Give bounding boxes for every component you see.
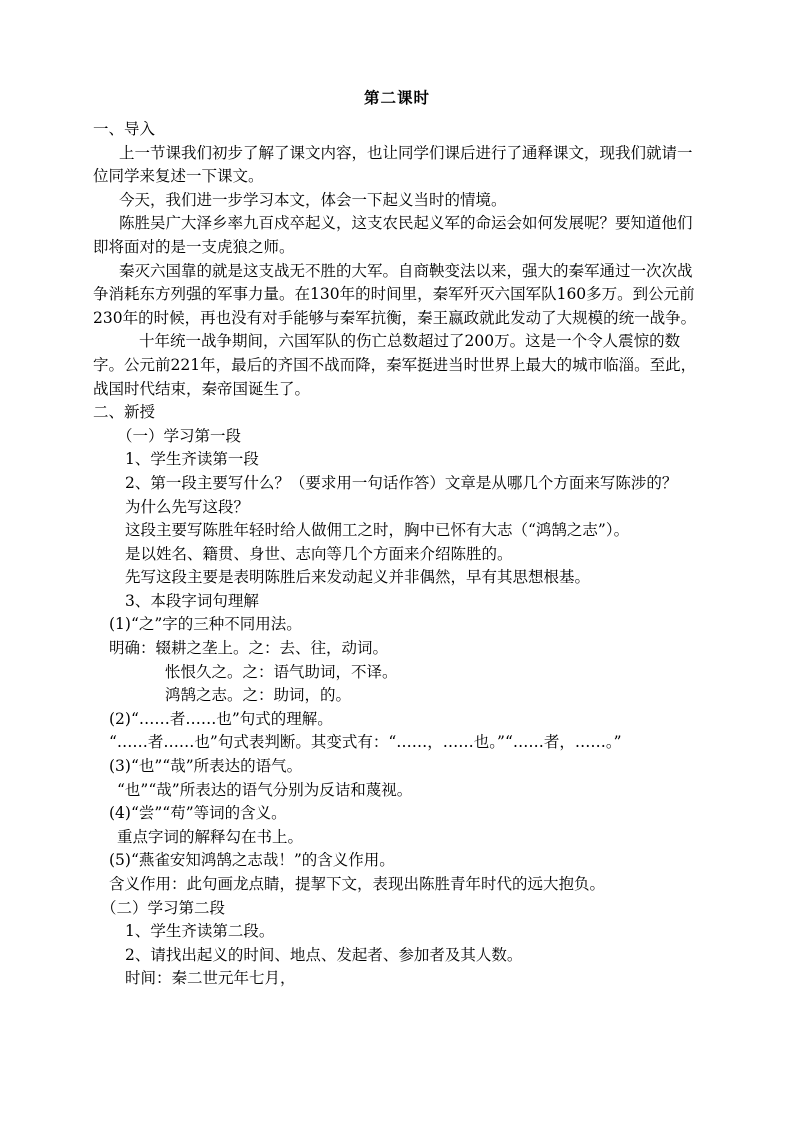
answer-line: “也”“哉”所表达的语气分别为反诘和蔑视。 <box>117 780 413 799</box>
list-item: (3)“也”“哉”所表达的语气。 <box>109 757 303 776</box>
subsection-heading: （二）学习第二段 <box>101 898 226 917</box>
answer-line: 含义作用：此句画龙点睛，提挈下文，表现出陈胜青年时代的远大抱负。 <box>109 875 606 893</box>
page-title: 第二课时 <box>363 88 430 107</box>
list-item: (4)“尝”“苟”等词的含义。 <box>109 804 287 823</box>
answer-line: 这段主要写陈胜年轻时给人做佣工之时，胸中已怀有大志（“鸿鹄之志”）。 <box>125 521 630 540</box>
answer-line: 时间：秦二世元年七月， <box>125 969 296 988</box>
answer-line: 是以姓名、籍贯、身世、志向等几个方面来介绍陈胜的。 <box>125 544 513 563</box>
list-item: 为什么先写这段？ <box>125 497 250 516</box>
answer-line: “……者……也”句式表判断。其变式有：“……，……也。”“……者，……。” <box>109 733 622 752</box>
document-body <box>93 118 705 991</box>
paragraph: 陈胜吴广大泽乡率九百戍卒起义，这支农民起义军的命运会如何发展呢？要知道他们即将面对的是一支虎狼之师。 <box>93 214 693 256</box>
paragraph: 秦灭六国靠的就是这支战无不胜的大军。自商鞅变法以来，强大的秦军通过一次次战争消耗东方列强的军事力量。在130年的时间里，秦军歼灭六国军队160多万。到公元前230年的时候，再也没有对手能够与秦军抗衡，秦王嬴政就此发动了大规模的统一战争。 <box>93 261 697 327</box>
paragraph: 上一节课我们初步了解了课文内容，也让同学们课后进行了通释课文，现我们就请一位同学来复述一下课文。 <box>93 143 693 186</box>
list-item: (5)“燕雀安知鸿鹄之志哉！”的含义作用。 <box>109 851 395 870</box>
paragraph: 十年统一战争期间，六国军队的伤亡总数超过了200万。这是一个令人震惊的数字。公元前221年，最后的齐国不战而降，秦军挺进当时世界上最大的城市临淄。至此，战国时代结束，秦帝国诞生了。 <box>93 332 697 398</box>
answer-line: 明确：辍耕之垄上。之：去、往，动词。 <box>109 639 389 658</box>
answer-line: 重点字词的解释勾在书上。 <box>117 827 304 846</box>
list-item: 1、学生齐读第一段 <box>125 450 259 469</box>
subsection-heading: （一）学习第一段 <box>117 426 242 445</box>
list-item: 2、请找出起义的时间、地点、发起者、参加者及其人数。 <box>125 945 523 964</box>
list-item: 1、学生齐读第二段。 <box>125 922 275 941</box>
answer-line: 怅恨久之。之：语气助词，不译。 <box>165 662 398 681</box>
answer-line: 先写这段主要是表明陈胜后来发动起义并非偶然，早有其思想根基。 <box>125 568 591 587</box>
section-heading-intro: 一、导入 <box>93 120 156 138</box>
list-item: (2)“……者……也”句式的理解。 <box>109 709 333 728</box>
answer-line: 鸿鹄之志。之：助词，的。 <box>165 686 352 705</box>
list-item: (1)“之”字的三种不同用法。 <box>109 615 302 634</box>
paragraph: 今天，我们进一步学习本文，体会一下起义当时的情境。 <box>119 190 507 209</box>
section-heading-new: 二、新授 <box>93 403 156 422</box>
list-item: 3、本段字词句理解 <box>125 591 259 610</box>
list-item: 2、第一段主要写什么？（要求用一句话作答）文章是从哪几个方面来写陈涉的？ <box>125 473 678 492</box>
